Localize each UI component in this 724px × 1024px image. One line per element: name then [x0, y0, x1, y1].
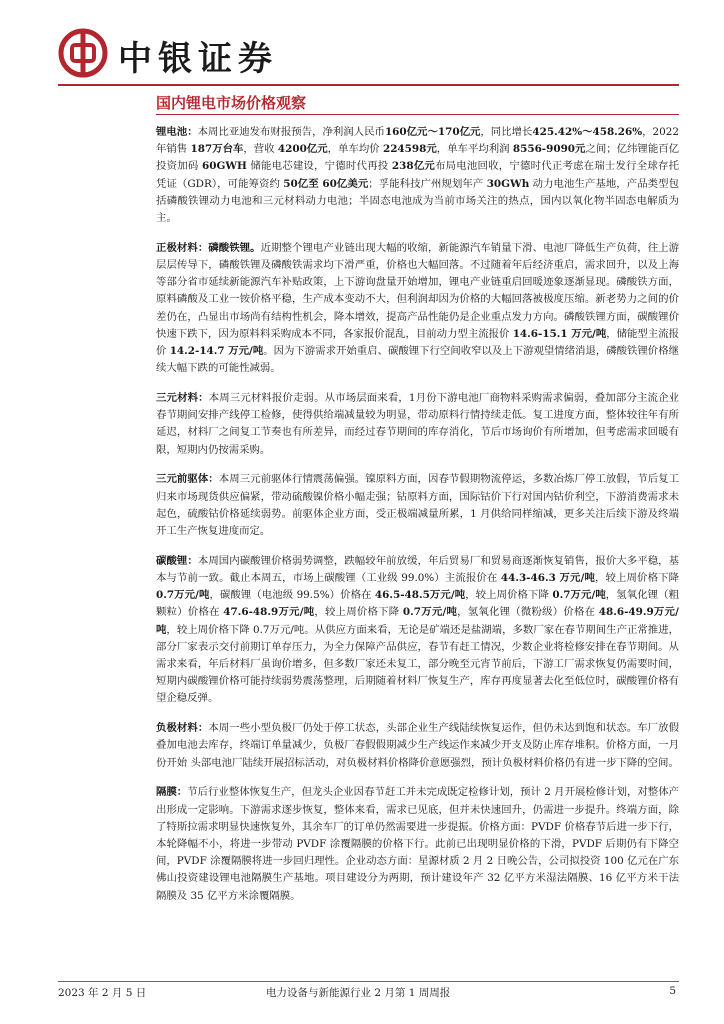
paragraph — [156, 240, 679, 378]
body-text: 动力电池生产基地，产品类型包括磷酸铁锂动力电池和三元材料动力电池；半固态电池成为当前市场关注的热点，国内以氧化物半固态电解质为主。 — [156, 177, 679, 225]
emphasis-text: 三元材料： — [156, 392, 209, 405]
paragraph — [156, 720, 679, 772]
emphasis-text: 0.7万元/吨 — [552, 589, 606, 602]
body-text: 本周一些小型负极厂仍处于停工状态，头部企业生产线陆续恢复运作，但仍未达到饱和状态。车厂放假叠加电池去库存，终端订单量减少，负极厂春假假期减少生产线运作来减少开支及防止库存堆积。价格方面，一月份开始 头部电池厂陆续开展招标活动，对负极材料价格降价意愿强烈，预计负极材料价格仍有进一步下降的空间。 — [156, 722, 680, 769]
body-text: 本周三元前驱体行情震荡偏强。镍原料方面，因春节假期物流停运，多数冶炼厂停工放假，节后复工归来市场现货供应偏紧，带动硫酸镍价格小幅走强；钴原料方面，国际钴价下行对国内钴价利空，下游消费需求未起色，硫酸钴价格延续弱势。前驱体企业方面，受正极端减量所累，1 月供给同样缩减，更多关注后续下游及终端开工生产恢复进度而定。 — [156, 473, 680, 538]
paragraph — [156, 390, 679, 459]
body-text: ，同比增长 — [480, 126, 533, 138]
body-text: ，2022 年销售 — [156, 126, 679, 156]
body-text: ，氢氧化锂（微粉级）价格在 — [457, 606, 599, 619]
emphasis-text: 锂电池： — [156, 126, 198, 138]
emphasis-text: 30GWh — [486, 177, 530, 190]
body-text: 近期整个锂电产业链出现大幅的收缩，新能源汽车销量下滑、电池厂降低生产负荷，往上游层层传导下，磷酸铁锂及磷酸铁需求均下滑严重，价格也大幅回落。不过随着年后经济重启，需求回升，以及上海等部分省市延续新能源汽车补贴政策，上下游询盘量开始增加，锂电产业链重启回暖迹象逐渐显现。磷酸铁方面，原料磷酸及工业一铵价格平稳，生产成本变动不大，但利润却因为价格的大幅回落被极度压缩。新老势力之间的价差仍在，凸显出市场尚有结构性机会，降本增效，提高产品性能仍是企业重点发力方向。磷酸铁锂方面，碳酸锂价快速下跌下，因为原料料采购成本不同，各家报价混乱，目前动力型主流报价 — [156, 241, 680, 340]
paragraph — [156, 553, 679, 708]
emphasis-text: 14.2-14.7 万元/吨 — [169, 345, 264, 358]
body-text: ，单车均价 — [327, 143, 383, 156]
emphasis-text: 隔膜： — [156, 786, 188, 799]
emphasis-text: 238亿元 — [391, 160, 436, 173]
emphasis-text: 4200亿元 — [277, 143, 328, 156]
emphasis-text: 160亿元～170亿元 — [384, 126, 481, 138]
report-body — [156, 124, 679, 917]
footer-title: 电力设备与新能源行业 2 月第 1 周周报 — [266, 987, 451, 999]
body-text: 节后行业整体恢复生产，但龙头企业因春节赶工并未完成既定检修计划，预计 2 月开展检修计划，对整体产出形成一定影响。下游需求逐步恢复，整体来看，需求已见底，但并未快速回升，仍需进一步提升。终端方面，除了特斯拉需求明显快速恢复外，其余车厂的订单仍然需要进一步提振。价格方面：PVDF 价格春节后进一步下行，本轮降幅不小，将进一步带动 PVDF 涂覆隔膜的价格下行。此前已出现明显价格的下滑，PVDF 后期仍有下降空间，PVDF 涂覆隔膜将进一步回归理性。企业动态方面：星源材质 2 月 2 日晚公告，公司拟投资 100 亿元在广东佛山投资建设锂电池隔膜生产基地。项目建设分为两期，预计建设年产 32 亿平方米湿法隔膜、16 亿平方米干法隔膜及 35 亿平方米涂覆隔膜。 — [156, 786, 680, 902]
emphasis-text: 0.7万元/吨 — [402, 606, 458, 619]
emphasis-text: 50亿至 60亿美元 — [283, 177, 369, 190]
body-text: ，较上周价格下降 — [595, 572, 679, 585]
body-text: ，氢氧化锂（粗颗粒）价格在 — [156, 589, 679, 619]
body-text: 。因为下游需求开始重启、碳酸锂下行空间收窄以及上下游观望情绪消退，磷酸铁锂价格继续大幅下跌的可能性减弱。 — [156, 345, 679, 375]
emphasis-text: 44.3-46.3 万元/吨 — [500, 572, 595, 585]
section-title: 国内锂电市场价格观察 — [156, 94, 307, 112]
emphasis-text: 三元前驱体： — [156, 473, 219, 486]
emphasis-text: 425.42%～458.26% — [532, 126, 643, 138]
emphasis-text: 负极材料： — [156, 722, 209, 735]
emphasis-text: 187万台车 — [190, 143, 244, 156]
section-divider — [156, 114, 679, 115]
emphasis-text: 224598元 — [382, 143, 437, 156]
body-text: ，储能型主流报价 — [156, 327, 679, 358]
body-text: ；孚能科技广州规划年产 — [368, 177, 487, 190]
body-text: 储能电芯建设，宁德时代再投 — [246, 160, 392, 173]
body-text: 本周比亚迪发布财报预告，净利润人民币 — [197, 126, 385, 138]
paragraph — [156, 124, 679, 227]
body-text: 本周三元材料报价走弱。从市场层面来看，1月份下游电池厂商物料采购需求偏弱，叠加部分主流企业春节期间安排产线停工检修，使得供给端减量较为明显，带动原料行情持续走低。复工进度方面，整体较往年有所延迟，材料厂之间复工节奏也有所差异，而经过春节期间的库存消化，节后市场询价有所增加，但考虑需求回暖有限，短期内仍按需采购。 — [156, 392, 680, 456]
page-number: 5 — [669, 985, 676, 997]
report-header — [58, 28, 678, 84]
emphasis-text: 48.6-49.9万元/吨 — [156, 606, 679, 636]
emphasis-text: 47.6-48.9万元/吨 — [223, 606, 315, 619]
bank-of-china-logo-icon — [58, 28, 108, 78]
body-text: 布局电池回收，宁德时代正考虑在瑞士发行全球存托凭证（GDR），可能筹资约 — [156, 160, 680, 190]
paragraph — [156, 471, 679, 540]
body-text: ，单车平均利润 — [436, 143, 513, 156]
emphasis-text: 8556-9090元 — [512, 143, 586, 156]
brand-name: 中银证券 — [118, 39, 278, 79]
emphasis-text: 0.7万元/吨 — [156, 589, 210, 602]
paragraph — [156, 784, 679, 904]
footer-date: 2023 年 2 月 5 日 — [58, 987, 147, 999]
emphasis-text: 46.5-48.5万元/吨 — [374, 589, 466, 602]
body-text: 之间；亿纬锂能百亿投资加码 — [156, 143, 680, 173]
emphasis-text: 碳酸锂： — [156, 554, 198, 567]
body-text: ，较上周价格下降 0.7万元/吨。从供应方面来看，无论是矿端还是盐湖端，多数厂家在春节期间生产正常推进，部分厂家表示交付前期订单存压力，为全力保障产品供应，春节有赶工情况，少数企业将检修安排在春节期间。从需求来看，年后材料厂虽询价增多，但多数厂家还未复工，部分晚至元宵节前后，下游工厂需求恢复仍需要时间，短期内碳酸锂价格可能持续弱势震荡整理，后期随着材料厂恢复生产，库存再度显著去化至低位时，碳酸锂价格有望企稳反弹。 — [156, 623, 680, 705]
emphasis-text: 14.6-15.1 万元/吨 — [512, 327, 607, 340]
emphasis-text: 正极材料：磷酸铁锂。 — [156, 241, 261, 254]
emphasis-text: 60GWH — [202, 160, 247, 173]
body-text: 本周国内碳酸锂价格弱势调整，跌幅较年前放缓，年后贸易厂和贸易商逐渐恢复销售，报价大多平稳，基本与节前一致。截止本周五，市场上碳酸锂（工业级 99.0%）主流报价在 — [156, 554, 680, 585]
body-text: ，较上周价格下降 — [465, 589, 553, 602]
body-text: ，较上周价格下降 — [314, 606, 403, 619]
footer-divider — [58, 981, 679, 982]
header-divider — [58, 84, 679, 86]
body-text: ，营收 — [243, 143, 278, 156]
body-text: ，碳酸锂（电池级 99.5%）价格在 — [209, 589, 375, 602]
